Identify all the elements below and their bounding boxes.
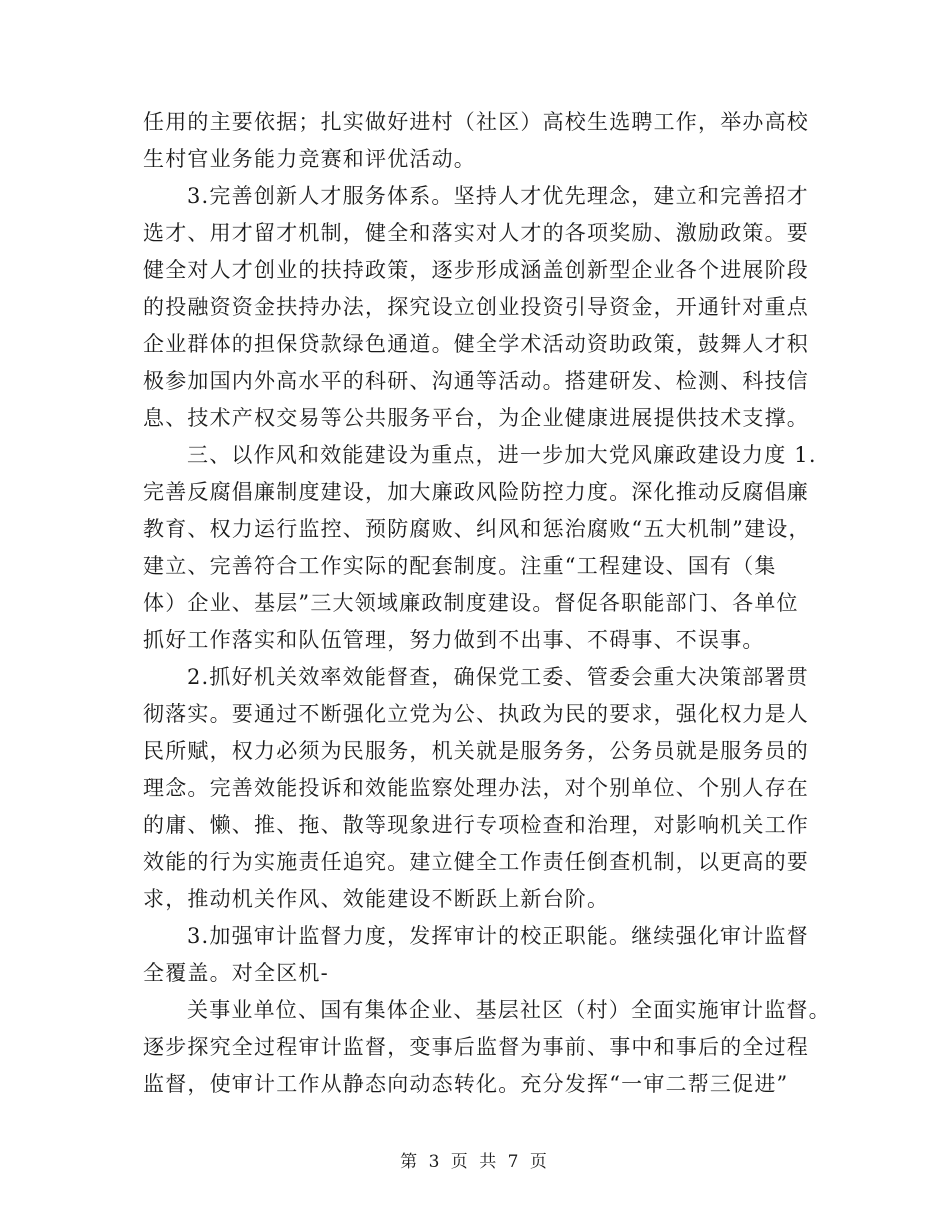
text-line: 3.加强审计监督力度，发挥审计的校正职能。继续强化审计监督	[187, 924, 809, 948]
text-line: 的庸、懒、推、拖、散等现象进行专项检查和治理，对影响机关工作	[143, 813, 809, 837]
text-line: 2.抓好机关效率效能督查，确保党工委、管委会重大决策部署贯	[187, 665, 809, 689]
text-line: 健全对人才创业的扶持政策，逐步形成涵盖创新型企业各个进展阶段	[143, 258, 809, 282]
text-line: 的投融资资金扶持办法，探究设立创业投资引导资金，开通针对重点	[143, 295, 809, 319]
page-number-footer: 第 3 页 共 7 页	[400, 1152, 550, 1172]
text-line: 选才、用才留才机制，健全和落实对人才的各项奖励、激励政策。要	[143, 221, 809, 245]
text-line: 彻落实。要通过不断强化立党为公、执政为民的要求，强化权力是人	[143, 702, 809, 726]
text-line: 任用的主要依据；扎实做好进村（社区）高校生选聘工作，举办高校	[143, 110, 809, 134]
text-line: 理念。完善效能投诉和效能监察处理办法，对个别单位、个别人存在	[143, 776, 809, 800]
text-line: 体）企业、基层”三大领域廉政制度建设。督促各职能部门、各单位	[143, 591, 799, 615]
text-line: 民所赋，权力必须为民服务，机关就是服务务，公务员就是服务员的	[143, 739, 809, 763]
text-line: 抓好工作落实和队伍管理，努力做到不出事、不碍事、不误事。	[143, 628, 765, 652]
text-line: 息、技术产权交易等公共服务平台，为企业健康进展提供技术支撑。	[143, 406, 809, 430]
text-line: 监督，使审计工作从静态向动态转化。充分发挥“一审二帮三促进”	[143, 1072, 789, 1096]
text-line: 关事业单位、国有集体企业、基层社区（村）全面实施审计监督。	[187, 998, 831, 1022]
document-body	[143, 104, 831, 1103]
text-line: 全覆盖。对全区机-	[143, 961, 329, 985]
text-line: 三、以作风和效能建设为重点，进一步加大党风廉政建设力度 1.	[187, 443, 817, 467]
text-line: 完善反腐倡廉制度建设，加大廉政风险防控力度。深化推动反腐倡廉	[143, 480, 809, 504]
text-line: 逐步探究全过程审计监督，变事后监督为事前、事中和事后的全过程	[143, 1035, 809, 1059]
text-line: 效能的行为实施责任追究。建立健全工作责任倒查机制，以更高的要	[143, 850, 809, 874]
text-line: 企业群体的担保贷款绿色通道。健全学术活动资助政策，鼓舞人才积	[143, 332, 809, 356]
text-line: 建立、完善符合工作实际的配套制度。注重“工程建设、国有（集	[143, 554, 777, 578]
text-line: 教育、权力运行监控、预防腐败、纠风和惩治腐败“五大机制”建设，	[143, 517, 811, 541]
text-line: 极参加国内外高水平的科研、沟通等活动。搭建研发、检测、科技信	[143, 369, 809, 393]
text-line: 求，推动机关作风、效能建设不断跃上新台阶。	[143, 887, 610, 911]
text-line: 生村官业务能力竞赛和评优活动。	[143, 147, 476, 171]
text-line: 3.完善创新人才服务体系。坚持人才优先理念，建立和完善招才	[187, 184, 809, 208]
